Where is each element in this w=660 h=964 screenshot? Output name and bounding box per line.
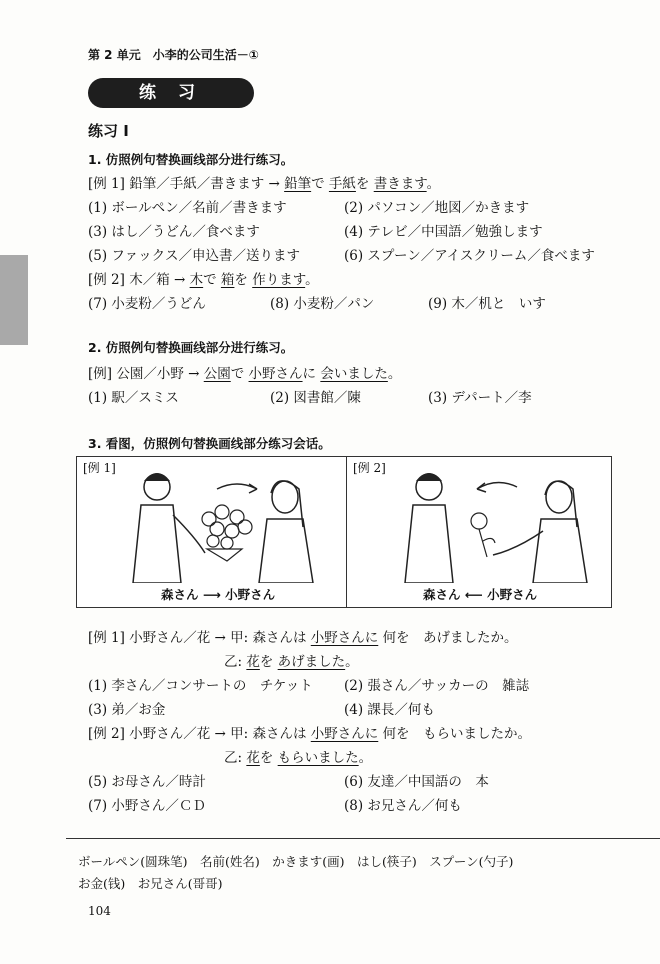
blank-2: 小野さん — [248, 366, 303, 382]
particle: で — [230, 366, 245, 382]
particle: を — [355, 176, 370, 192]
direction-arrow: ⟶ — [202, 587, 221, 602]
part1-heading: 1. 仿照例句替换画线部分进行练习。 — [88, 152, 294, 167]
list-item: (8) お兄さん／何も — [344, 798, 462, 814]
side-thumb-tab — [0, 255, 28, 345]
receiver-name: 森さん — [423, 587, 461, 602]
blank-2: もらいました — [277, 750, 359, 766]
unit-header: 第 2 单元 小李的公司生活－① — [88, 48, 259, 62]
blank-3: 書きます — [373, 176, 427, 192]
list-item: (8) 小麦粉／パン — [270, 296, 375, 312]
particle: で — [203, 272, 217, 288]
gift-receiving-illustration — [347, 457, 611, 583]
blank-1: 鉛筆 — [284, 176, 312, 192]
part2-example — [88, 362, 401, 382]
example-prompt: 鉛筆／手紙／書きます → — [129, 176, 280, 192]
receiver-name: 小野さん — [225, 587, 276, 602]
list-item: (1) 駅／スミス — [88, 390, 179, 406]
section-title: 练习 I — [88, 122, 129, 140]
list-item: (6) 友達／中国語の 本 — [344, 774, 489, 790]
list-item: (3) デパート／李 — [428, 390, 532, 406]
list-item: (4) テレビ／中国語／勉強します — [344, 224, 543, 240]
blank-3: 会いました — [320, 366, 388, 382]
illustration-panel-2 — [346, 456, 612, 608]
blank-1: 公園 — [203, 366, 231, 382]
particle: を — [259, 750, 274, 766]
example-prompt: 公園／小野 → — [116, 366, 200, 382]
list-item: (7) 小麦粉／うどん — [88, 296, 206, 312]
punct: 。 — [345, 654, 359, 670]
particle: で — [311, 176, 325, 192]
panel-caption — [423, 585, 537, 603]
list-item: (3) はし／うどん／食べます — [88, 224, 260, 240]
part3-example1-question — [88, 626, 518, 646]
list-item: (2) 図書館／陳 — [270, 390, 361, 406]
gift-giving-illustration — [77, 457, 347, 583]
blank-1: 木 — [189, 272, 204, 288]
list-item: (7) 小野さん／ＣＤ — [88, 798, 206, 814]
example-label: [例 2] — [88, 726, 125, 742]
example-label: [例 1] — [88, 630, 125, 646]
panel-label: [例 1] — [83, 461, 116, 475]
example-label: [例 2] — [88, 272, 125, 288]
part3-example2-answer — [224, 746, 372, 766]
list-item: (2) 張さん／サッカーの 雑誌 — [344, 678, 530, 694]
blank-1: 花 — [246, 750, 260, 766]
punct: 。 — [387, 366, 402, 382]
blank-3: 作ります — [252, 272, 306, 288]
list-item: (6) スプーン／アイスクリーム／食べます — [344, 248, 595, 264]
speaker-line: 何を もらいましたか。 — [382, 726, 532, 742]
vocab-divider — [66, 838, 660, 839]
punct: 。 — [426, 176, 441, 192]
blank-2: 箱 — [220, 272, 235, 288]
speaker-label: 乙: — [224, 654, 243, 670]
blank-1: 花 — [246, 654, 260, 670]
part1-example2 — [88, 268, 319, 288]
list-item: (1) ボールペン／名前／書きます — [88, 200, 287, 216]
exercise-banner: 练 习 — [88, 78, 254, 108]
part3-example1-answer — [224, 650, 359, 670]
list-item: (5) お母さん／時計 — [88, 774, 206, 790]
speaker-line: 森さんは — [252, 630, 307, 646]
speaker-line: 何を あげましたか。 — [382, 630, 518, 646]
part3-heading: 3. 看图，仿照例句替换画线部分练习会话。 — [88, 436, 331, 451]
giver-name: 小野さん — [487, 587, 538, 602]
blank-1: 小野さんに — [310, 726, 379, 742]
list-item: (2) パソコン／地図／かきます — [344, 200, 530, 216]
direction-arrow: ⟵ — [464, 587, 483, 602]
page-number: 104 — [88, 904, 111, 918]
list-item: (3) 弟／お金 — [88, 702, 166, 718]
blank-2: 手紙 — [328, 176, 356, 192]
panel-caption — [161, 585, 275, 603]
speaker-line: 森さんは — [252, 726, 307, 742]
list-item: (5) ファックス／申込書／送ります — [88, 248, 301, 264]
example-prompt: 小野さん／花 → 甲: — [129, 630, 249, 646]
particle: を — [259, 654, 274, 670]
example-prompt: 木／箱 → — [129, 272, 186, 288]
panel-label: [例 2] — [353, 461, 386, 475]
giver-name: 森さん — [161, 587, 199, 602]
part3-example2-question — [88, 722, 531, 742]
example-label: [例 1] — [88, 176, 125, 192]
particle: に — [302, 366, 317, 382]
particle: を — [234, 272, 248, 288]
example-label: [例] — [88, 366, 113, 382]
part1-example1 — [88, 172, 440, 192]
example-prompt: 小野さん／花 → 甲: — [129, 726, 249, 742]
vocab-line: お金(钱) お兄さん(哥哥) — [78, 876, 223, 891]
list-item: (9) 木／机と いす — [428, 296, 546, 312]
list-item: (4) 課長／何も — [344, 702, 435, 718]
part2-heading: 2. 仿照例句替换画线部分进行练习。 — [88, 340, 294, 355]
blank-1: 小野さんに — [310, 630, 379, 646]
punct: 。 — [305, 272, 319, 288]
blank-2: あげました — [277, 654, 346, 670]
vocab-line: ボールペン(圆珠笔) 名前(姓名) かきます(画) はし(筷子) スプーン(勺子) — [78, 854, 514, 869]
speaker-label: 乙: — [224, 750, 243, 766]
list-item: (1) 李さん／コンサートの チケット — [88, 678, 313, 694]
illustration-panel-1 — [76, 456, 348, 608]
punct: 。 — [358, 750, 373, 766]
